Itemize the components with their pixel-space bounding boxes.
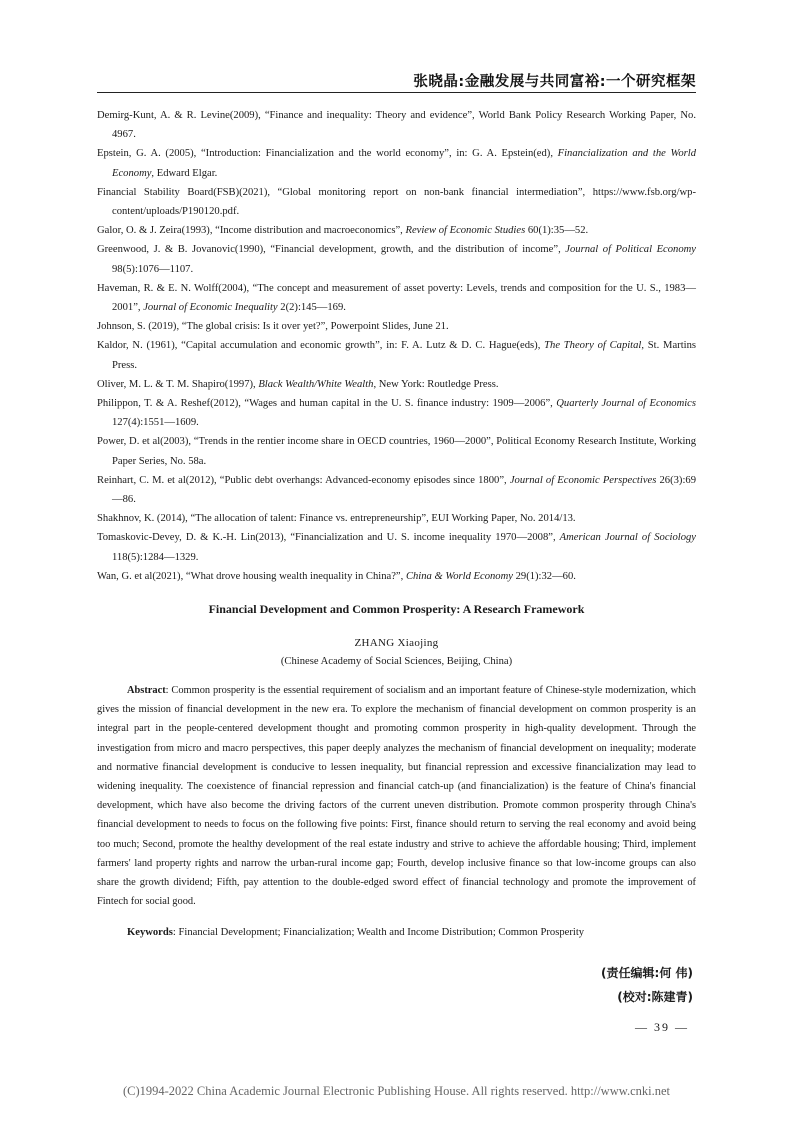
reference-entry — [97, 471, 696, 509]
reference-text: Galor, O. & J. Zeira(1993), “Income distribution and macroeconomics”, — [97, 225, 406, 237]
reference-entry — [97, 394, 696, 432]
reference-source-title: Journal of Political Economy — [565, 244, 696, 256]
reference-list — [97, 106, 696, 586]
reference-text: Shakhnov, K. (2014), “The allocation of talent: Finance vs. entrepreneurship”, EUI Working Paper, No. 2014/13. — [97, 513, 576, 525]
reference-entry — [97, 567, 696, 586]
proofreader: (校对:陈建青) — [617, 990, 693, 1004]
abstract-label: Abstract — [127, 685, 166, 696]
keywords-label: Keywords — [127, 927, 173, 938]
reference-text: Financial Stability Board(FSB)(2021), “Global monitoring report on non-bank financial intermediation”, https://www.fsb.org/wp-content/uploads/P190120.pdf. — [97, 186, 696, 218]
reference-text: Kaldor, N. (1961), “Capital accumulation and economic growth”, in: F. A. Lutz & D. C. Hague(eds), — [97, 340, 545, 352]
reference-source-title: Financialization and the World Economy — [112, 148, 696, 179]
reference-source-title: Review of Economic Studies — [405, 225, 526, 237]
page-number: — 39 — — [635, 1020, 689, 1034]
reference-source-title: Journal of Economic Perspectives — [509, 474, 657, 486]
reference-text: Tomaskovic-Devey, D. & K.-H. Lin(2013), “Financialization and U. S. income inequality 1970—2008”, — [97, 532, 560, 544]
header-rule — [97, 92, 696, 93]
reference-text: 98(5):1076—1107. — [112, 263, 194, 275]
reference-text: Haveman, R. & E. N. Wolff(2004), “The concept and measurement of asset poverty: Levels, trends and composition for the U. S., 1983—2001”, — [97, 282, 696, 314]
reference-entry — [97, 336, 696, 374]
reference-text: Power, D. et al(2003), “Trends in the rentier income share in OECD countries, 1960—2000”, Political Economy Research Institute, Working Paper Series, No. 58a. — [97, 436, 696, 467]
reference-text: , New York: Routledge Press. — [373, 378, 499, 390]
reference-entry — [97, 144, 696, 182]
author-affiliation: (Chinese Academy of Social Sciences, Beijing, China) — [280, 656, 513, 667]
reference-text: , St. Martins Press. — [112, 340, 697, 371]
abstract-paragraph — [97, 681, 696, 911]
article-author: ZHANG Xiaojing — [354, 637, 439, 649]
reference-source-title: Black Wealth/White Wealth — [258, 378, 374, 390]
reference-entry — [97, 317, 696, 336]
article-title: Financial Development and Common Prosperity: A Research Framework — [208, 602, 585, 616]
reference-entry — [97, 279, 696, 317]
reference-entry — [97, 240, 696, 278]
reference-text: Philippon, T. & A. Reshef(2012), “Wages and human capital in the U. S. finance industry: 1909—2006”, — [97, 398, 557, 410]
reference-entry — [97, 432, 696, 470]
keywords-text: : Financial Development; Financialization; Wealth and Income Distribution; Common Prosperity — [172, 927, 585, 938]
reference-text: Oliver, M. L. & T. M. Shapiro(1997), — [97, 378, 259, 390]
reference-entry — [97, 375, 696, 394]
copyright-footer: (C)1994-2022 China Academic Journal Electronic Publishing House. All rights reserved. http://www.cnki.net — [122, 1084, 670, 1098]
reference-text: , Edward Elgar. — [151, 167, 218, 179]
reference-source-title: American Journal of Sociology — [559, 532, 696, 544]
abstract-text: : Common prosperity is the essential requirement of socialism and an important feature of Chinese-style modernization, which gives the mission of financial development in the new era. To explore the mechanism of financial development on common prosperity is an integral part in the people-centered development thought and promoting common prosperity in high-quality development. Through the investigation from micro and macro perspectives, this paper deeply analyzes the mechanism of financial development on inequality; moderate and normative financial development is conducive to lessen inequality, but financial repression and excessive financialization may lead to widening inequality. The coexistence of financial repression and financial catch-up (and financialization) is the feature of China's financial development, which have also become the driving factors of the current uneven distribution. Promote common prosperity through China's financial development to needs to focus on the following five points: First, finance should return to serving the real economy and avoid being too much; Second, promote the healthy development of the real estate industry and strive to achieve the affordable housing; Third, implement farmers' land property rights and narrow the urban-rural income gap; Fourth, develop inclusive finance so that low-income groups can also share the growth dividend; Fifth, pay attention to the double-edged sword effect of financial technology and promote the improvement of Fintech for social good. — [97, 685, 696, 908]
reference-text: 2(2):145—169. — [277, 302, 346, 314]
reference-text: 29(1):32—60. — [512, 570, 576, 582]
reference-entry — [97, 221, 696, 240]
reference-entry — [97, 528, 696, 566]
reference-text: 127(4):1551—1609. — [112, 417, 199, 429]
reference-source-title: China & World Economy — [405, 570, 513, 582]
reference-text: 60(1):35—52. — [525, 225, 589, 237]
reference-text: 26(3):69—86. — [112, 474, 696, 506]
reference-text: Greenwood, J. & B. Jovanovic(1990), “Financial development, growth, and the distribution of income”, — [97, 244, 566, 256]
reference-entry — [97, 106, 696, 144]
reference-text: Demirg-Kunt, A. & R. Levine(2009), “Finance and inequality: Theory and evidence”, World Bank Policy Research Working Paper, No. 4967. — [97, 110, 696, 141]
reference-source-title: Journal of Economic Inequality — [143, 302, 278, 314]
reference-text: 118(5):1284—1329. — [112, 551, 199, 563]
reference-text: Reinhart, C. M. et al(2012), “Public debt overhangs: Advanced-economy episodes since 1800”, — [97, 474, 510, 486]
keywords-line — [127, 927, 696, 938]
reference-source-title: Quarterly Journal of Economics — [556, 398, 696, 410]
reference-source-title: The Theory of Capital — [544, 340, 642, 352]
running-head-title: 张晓晶:金融发展与共同富裕:一个研究框架 — [413, 74, 696, 90]
responsible-editor: (责任编辑:何 伟) — [601, 966, 693, 980]
reference-entry — [97, 509, 696, 528]
reference-text: Wan, G. et al(2021), “What drove housing wealth inequality in China?”, — [97, 570, 406, 582]
reference-entry — [97, 183, 696, 221]
reference-text: Johnson, S. (2019), “The global crisis: Is it over yet?”, Powerpoint Slides, June 21. — [97, 321, 449, 333]
reference-text: Epstein, G. A. (2005), “Introduction: Financialization and the world economy”, in: G. A. Epstein(ed), — [97, 148, 558, 160]
